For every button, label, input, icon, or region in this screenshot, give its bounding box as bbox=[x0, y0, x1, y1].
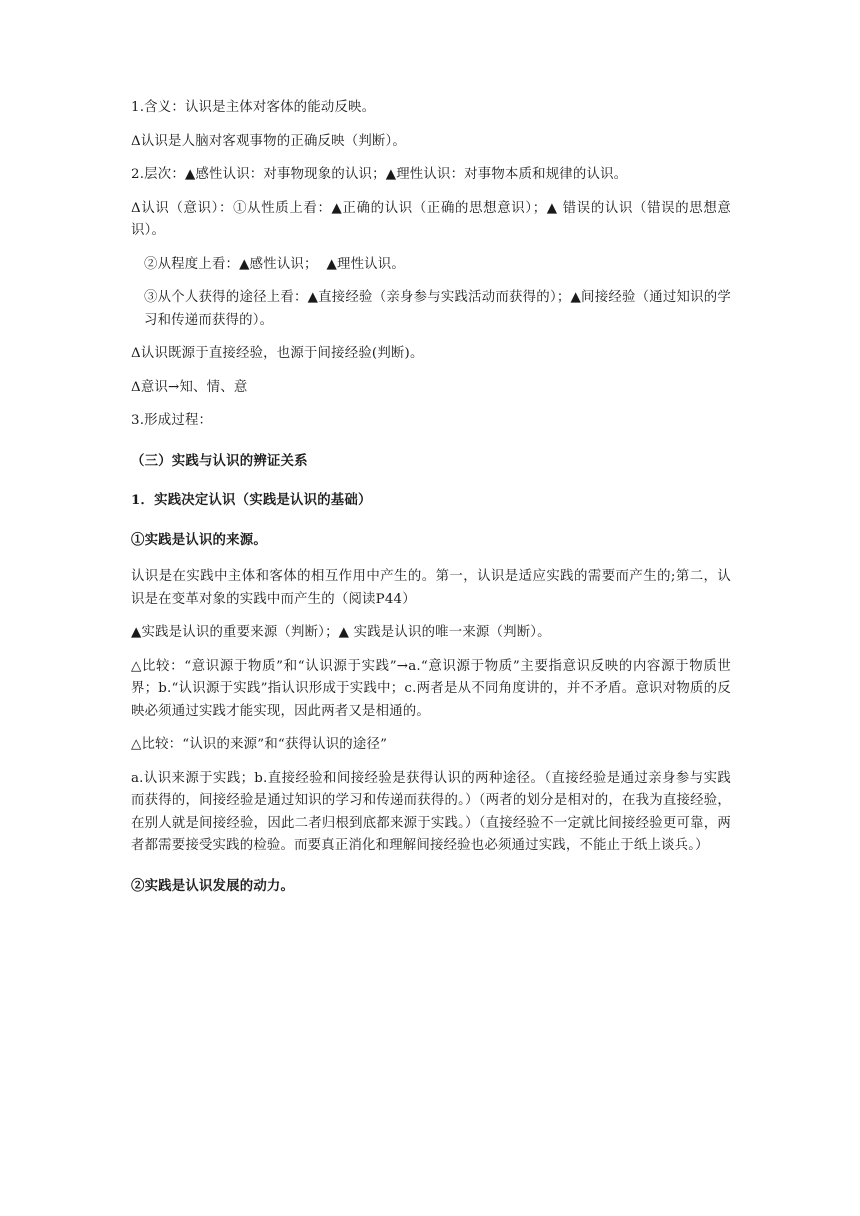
paragraph-compare-matter-practice: △比较：“意识源于物质”和“认识源于实践”→a.“意识源于物质”主要指意识反映的内容源于物质世界；b.“认识源于实践”指认识形成于实践中；c.两者是从不同角度讲的，并不矛盾。意识对物质的反映必须通过实践才能实现，因此两者又是相通的。 bbox=[131, 658, 731, 719]
paragraph-formation: 3.形成过程： bbox=[131, 413, 213, 428]
paragraph-source-judgement: ▲实践是认识的重要来源（判断）；▲ 实践是认识的唯一来源（判断）。 bbox=[131, 625, 551, 640]
document-page bbox=[131, 97, 731, 912]
paragraph-note-correct-reflection: Δ认识是人脑对客观事物的正确反映（判断）。 bbox=[131, 133, 406, 149]
paragraph-definition: 1.含义：认识是主体对客体的能动反映。 bbox=[131, 100, 376, 115]
paragraph-note-experience: Δ认识既源于直接经验，也源于间接经验(判断)。 bbox=[131, 346, 424, 361]
heading-practice-source: ①实践是认识的来源。 bbox=[131, 531, 267, 548]
paragraph-classification-path: ③从个人获得的途径上看：▲直接经验（亲身参与实践活动而获得的）；▲间接经验（通过知识的学习和传递而获得的）。 bbox=[144, 290, 731, 328]
paragraph-compare-title: △比较：“认识的来源”和“获得认识的途径” bbox=[131, 737, 388, 752]
paragraph-levels: 2.层次：▲感性认识：对事物现象的认识；▲理性认识：对事物本质和规律的认识。 bbox=[131, 167, 628, 182]
paragraph-classification-nature: Δ认识（意识）：①从性质上看：▲正确的认识（正确的思想意识）；▲ 错误的认识（错误的思想意识）。 bbox=[131, 200, 731, 238]
paragraph-source-explanation: 认识是在实践中主体和客体的相互作用中产生的。第一，认识是适应实践的需要而产生的;第二，认识是在变革对象的实践中而产生的（阅读P44） bbox=[131, 569, 731, 607]
heading-practice-driving-force: ②实践是认识发展的动力。 bbox=[131, 877, 295, 894]
paragraph-compare-explanation: a.认识来源于实践；b.直接经验和间接经验是获得认识的两种途径。（直接经验是通过亲身参与实践而获得的，间接经验是通过知识的学习和传递而获得的。）（两者的划分是相对的，在我为直接经验，在别人就是间接经验，因此二者归根到底都来源于实践。）（直接经验不一定就比间接经验更可靠，两者都需要接受实践的检验。而要真正消化和理解间接经验也必须通过实践，不能止于纸上谈兵。） bbox=[131, 770, 731, 853]
heading-practice-decides: 1．实践决定认识（实践是认识的基础） bbox=[131, 492, 372, 508]
heading-dialectical-relation: （三）实践与认识的辨证关系 bbox=[131, 452, 308, 469]
paragraph-classification-degree: ②从程度上看：▲感性认识； ▲理性认识。 bbox=[144, 256, 405, 272]
paragraph-note-consciousness: Δ意识→知、情、意 bbox=[131, 379, 248, 395]
